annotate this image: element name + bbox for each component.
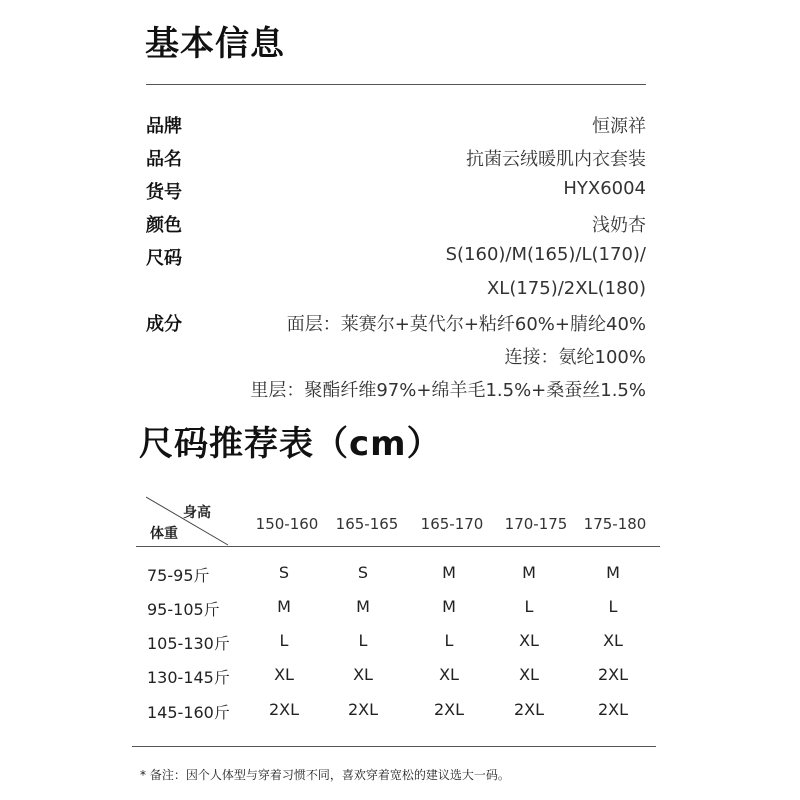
corner-height-label: 身高 <box>183 505 211 521</box>
value-composition-inner: 里层：聚酯纤维97%+绵羊毛1.5%+桑蚕丝1.5% <box>250 380 646 401</box>
value-product-name: 抗菌云绒暖肌内衣套装 <box>466 149 646 170</box>
size-cell: XL <box>353 665 373 684</box>
column-header: 175-180 <box>583 515 647 533</box>
title-divider <box>146 84 646 85</box>
size-cell: 2XL <box>268 700 300 719</box>
size-cell: 2XL <box>597 700 629 719</box>
weight-label: 105-130斤 <box>147 634 230 653</box>
size-cell: M <box>356 597 370 616</box>
value-color: 浅奶杏 <box>592 215 646 236</box>
weight-label: 95-105斤 <box>147 600 220 619</box>
size-cell: XL <box>439 665 459 684</box>
size-cell: 2XL <box>347 700 379 719</box>
size-cell: 2XL <box>513 700 545 719</box>
size-cell: M <box>442 597 456 616</box>
value-composition-connect: 连接：氨纶100% <box>504 347 646 368</box>
label-size: 尺码 <box>146 248 182 269</box>
size-cell: XL <box>519 665 539 684</box>
size-cell: L <box>358 631 368 650</box>
size-cell: L <box>279 631 289 650</box>
weight-label: 75-95斤 <box>147 566 210 585</box>
table-header-divider <box>136 546 660 547</box>
value-size-line-2: XL(175)/2XL(180) <box>486 278 646 299</box>
value-composition-outer: 面层：莱赛尔+莫代尔+粘纤60%+腈纶40% <box>286 314 646 335</box>
corner-weight-label: 体重 <box>150 526 178 542</box>
basic-info-title: 基本信息 <box>145 24 285 64</box>
size-cell: L <box>608 597 618 616</box>
size-cell: 2XL <box>597 665 629 684</box>
size-cell: XL <box>603 631 623 650</box>
size-cell: L <box>444 631 454 650</box>
weight-label: 130-145斤 <box>147 668 230 687</box>
value-size-line-1: S(160)/M(165)/L(170)/ <box>445 244 646 265</box>
column-header: 170-175 <box>504 515 568 533</box>
column-header: 150-160 <box>255 515 319 533</box>
label-composition: 成分 <box>146 314 182 335</box>
size-cell: XL <box>274 665 294 684</box>
size-cell: L <box>524 597 534 616</box>
size-cell: M <box>606 563 620 582</box>
label-item-number: 货号 <box>146 182 182 203</box>
weight-label: 145-160斤 <box>147 703 230 722</box>
size-cell: S <box>357 563 369 582</box>
size-cell: M <box>442 563 456 582</box>
column-header: 165-165 <box>335 515 399 533</box>
size-cell: M <box>277 597 291 616</box>
table-bottom-divider <box>132 746 656 747</box>
size-cell: M <box>522 563 536 582</box>
label-color: 颜色 <box>146 215 182 236</box>
label-product-name: 品名 <box>146 149 182 170</box>
size-cell: XL <box>519 631 539 650</box>
size-table-title: 尺码推荐表（cm） <box>139 424 442 464</box>
value-item-number: HYX6004 <box>563 178 646 199</box>
label-brand: 品牌 <box>146 116 182 137</box>
size-cell: S <box>278 563 290 582</box>
size-cell: 2XL <box>433 700 465 719</box>
footnote: * 备注：因个人体型与穿着习惯不同，喜欢穿着宽松的建议选大一码。 <box>140 768 510 782</box>
value-brand: 恒源祥 <box>592 116 646 137</box>
column-header: 165-170 <box>420 515 484 533</box>
